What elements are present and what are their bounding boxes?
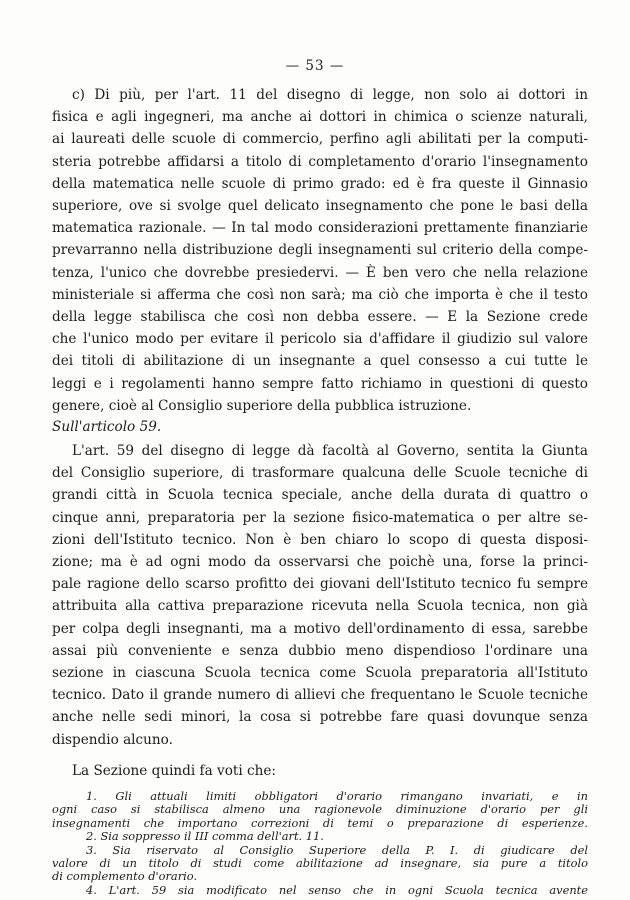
text-line: grandi città in Scuola tecnica speciale, anche della durata di quattro o	[52, 487, 588, 504]
text-line: dispendio alcuno.	[52, 731, 173, 748]
text-line: zioni dell'Istituto tecnico. Non è ben chiaro lo scopo di questa disposi-	[52, 531, 588, 548]
text-line: fisica e agli ingegneri, ma anche ai dottori in chimica o scienze naturali,	[52, 109, 588, 126]
text-line: del Consiglio superiore, di trasformare qualcuna delle Scuole tecniche di	[52, 465, 588, 482]
text-line: zione; ma è ad ogni modo da osservarsi che poichè una, forse la princi-	[52, 554, 588, 570]
text-line: pale ragione dello scarso profitto dei giovani dell'Istituto tecnico fu sempre	[52, 576, 588, 593]
voti-line: ogni caso si stabilisca almeno una ragionevole diminuzione d'orario per gli	[52, 802, 588, 817]
page-number: — 53 —	[285, 58, 345, 74]
voti-line: di complemento d'orario.	[52, 869, 198, 884]
text-line: matematica razionale. — In tal modo considerazioni prettamente finanziarie	[52, 220, 588, 237]
text-line: ai laureati delle scuole di commercio, perfino agli abilitati per la computi-	[52, 131, 588, 148]
text-line: cinque anni, preparatoria per la sezione fisico-matematica o per altre se-	[52, 509, 588, 526]
text-line: anche nelle sedi minori, la cosa si potrebbe fare quasi dovunque senza	[52, 709, 588, 726]
text-line: dei titoli di abilitazione di un insegnante a quel consesso a cui tutte le	[52, 353, 588, 370]
voti-intro: La Sezione quindi fa voti che:	[72, 763, 276, 779]
text-line: leggi e i regolamenti hanno sempre fatto richiamo in questioni di questo	[52, 375, 588, 392]
text-line: c) Di più, per l'art. 11 del disegno di legge, non solo ai dottori in	[72, 87, 588, 103]
text-line: superiore, ove si svolge quel delicato insegnamento che pone le basi della	[52, 198, 588, 214]
text-line: tecnico. Dato il grande numero di allievi che frequentano le Scuole tecniche	[52, 687, 588, 704]
text-line: steria potrebbe affidarsi a titolo di completamento d'orario l'insegnamento	[52, 153, 588, 170]
text-line: assai più conveniente e senza dubbio meno dispendioso l'ordinare una	[52, 642, 588, 659]
text-line: della legge stabilisca che così non debba essere. — E la Sezione crede	[52, 309, 588, 325]
text-line: per colpa degli insegnanti, ma a motivo dell'ordinamento di essa, sarebbe	[52, 620, 588, 637]
text-line: tenza, l'unico che dovrebbe presiedervi. — È ben vero che nella relazione	[52, 264, 588, 281]
text-line: sezione in ciascuna Scuola tecnica come Scuola preparatoria all'Istituto	[52, 665, 588, 681]
voti-line: valore di un titolo di studi come abilitazione ad insegnare, sia pure a titolo	[52, 856, 588, 870]
voti-line: 1. Gli attuali limiti obbligatori d'orario rimangano invariati, e in	[86, 789, 588, 803]
text-line: della matematica nelle scuole di primo grado: ed è fra queste il Ginnasio	[52, 175, 588, 192]
voti-line: 2. Sia soppresso il III comma dell'art. 11.	[86, 829, 324, 844]
voti-line: 3. Sia riservato al Consiglio Superiore della P. I. di giudicare del	[86, 842, 588, 857]
text-line: genere, cioè al Consiglio superiore della pubblica istruzione.	[52, 397, 472, 414]
text-line: L'art. 59 del disegno di legge dà facoltà al Governo, sentita la Giunta	[72, 443, 588, 459]
text-line: attribuita alla cattiva preparazione ricevuta nella Scuola tecnica, non già	[52, 598, 588, 615]
text-line: ministeriale si afferma che così non sarà; ma ciò che importa è che il testo	[52, 286, 588, 303]
voti-line: insegnamenti che importano correzioni di temi o preparazione di esperienze.	[52, 815, 588, 830]
section-heading: Sull'articolo 59.	[52, 419, 162, 435]
voti-line: 4. L'art. 59 sia modificato nel senso che in ogni Scuola tecnica avente	[86, 882, 588, 897]
text-line: che l'unico modo per evitare il pericolo sia d'affidare il giudizio sul valore	[52, 331, 588, 348]
text-line: prevarranno nella distribuzione degli insegnamenti sul criterio della compe-	[52, 242, 588, 259]
